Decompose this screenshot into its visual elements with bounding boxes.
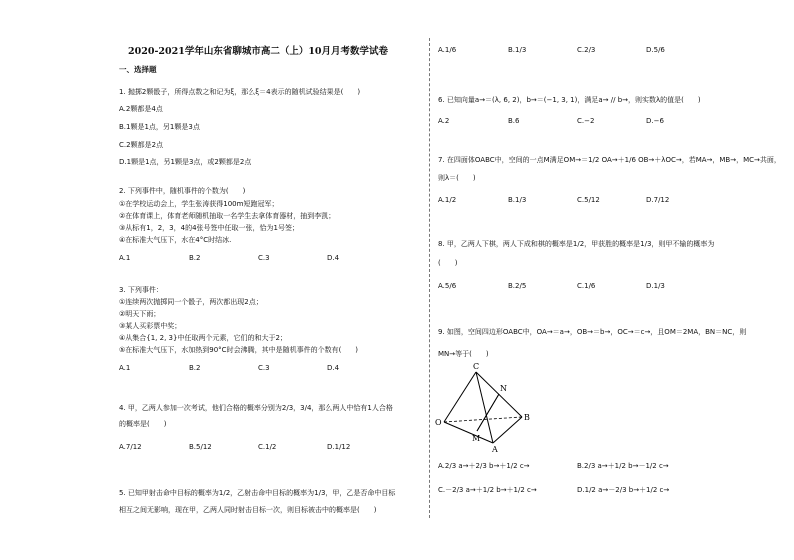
q3-line-4: ④从集合{1, 2, 3}中任取两个元素，它们的和大于2；: [119, 334, 287, 342]
q6-option-d: D.−6: [646, 117, 664, 125]
q7-option-d: D.7/12: [646, 196, 670, 204]
q4-stem-2: 的概率是( ): [119, 420, 167, 428]
q1-stem: 1. 抛掷2颗骰子，所得点数之和记为ξ，那么ξ＝4表示的随机试验结果是( ): [119, 88, 361, 96]
q7-option-b: B.1/3: [508, 196, 527, 204]
q2-line-2: ②在体育课上，体育老师随机抽取一名学生去拿体育器材，抽到李凯；: [119, 212, 336, 220]
label-o: O: [435, 418, 442, 427]
q3-option-c: C.3: [258, 364, 270, 372]
section-heading: 一、选择题: [119, 65, 157, 74]
q9-option-a: A.2/3 a→＋2/3 b→＋1/2 c→: [438, 462, 530, 470]
q8-option-d: D.1/3: [646, 282, 665, 290]
label-m: M: [472, 434, 481, 443]
q7-stem-2: 则λ＝( ): [438, 174, 476, 182]
q6-option-b: B.6: [508, 117, 520, 125]
q6-option-c: C.−2: [577, 117, 595, 125]
q8-option-c: C.1/6: [577, 282, 596, 290]
q9-option-d: D.1/2 a→－2/3 b→＋1/2 c→: [577, 486, 670, 494]
q3-line-5: ⑤在标准大气压下，水加热到90°C时会沸腾，其中是随机事件的个数有( ): [119, 346, 359, 354]
q7-option-a: A.1/2: [438, 196, 457, 204]
label-a: A: [492, 445, 498, 452]
label-c: C: [473, 362, 480, 371]
q2-line-1: ①在学校运动会上，学生张涛获得100m短跑冠军；: [119, 200, 279, 208]
q8-stem: 8. 甲，乙两人下棋，两人下成和棋的概率是1/2，甲获胜的概率是1/3，则甲不输的概率为: [438, 240, 715, 248]
q8-option-a: A.5/6: [438, 282, 457, 290]
q2-stem: 2. 下列事件中，随机事件的个数为( ): [119, 187, 246, 195]
tetrahedron-figure: [432, 360, 532, 452]
q9-option-b: B.2/3 a→＋1/2 b→－1/2 c→: [577, 462, 669, 470]
q6-stem: 6. 已知向量a→＝(λ, 6, 2)，b→＝(−1, 3, 1)，满足a→ // b→，则实数λ的值是( ): [438, 96, 701, 104]
q1-option-a: A.2颗都是4点: [119, 105, 163, 113]
q3-stem: 3. 下列事件：: [119, 286, 163, 294]
q9-option-c: C.－2/3 a→＋1/2 b→＋1/2 c→: [438, 486, 537, 494]
q6-option-a: A.2: [438, 117, 450, 125]
q9-stem: 9. 如图，空间四边形OABC中，OA→＝a→，OB→＝b→，OC→＝c→，且OM＝2MA，BN＝NC，则: [438, 328, 747, 336]
q8-option-b: B.2/5: [508, 282, 527, 290]
q1-option-c: C.2颗都是2点: [119, 141, 164, 149]
q1-option-b: B.1颗是1点，另1颗是3点: [119, 123, 200, 131]
q5-option-a: A.1/6: [438, 46, 457, 54]
label-b: B: [524, 413, 530, 422]
q3-line-1: ①连续两次抛掷同一个骰子，两次都出现2点；: [119, 298, 263, 306]
q2-option-b: B.2: [189, 254, 201, 262]
q5-stem: 5. 已知甲射击命中目标的概率为1/2，乙射击命中目标的概率为1/3，甲，乙是否命中目标: [119, 489, 396, 497]
q2-option-c: C.3: [258, 254, 270, 262]
q3-option-b: B.2: [189, 364, 201, 372]
q1-option-d: D.1颗是1点，另1颗是3点，或2颗都是2点: [119, 158, 252, 166]
q2-option-d: D.4: [327, 254, 340, 262]
q3-line-2: ②明天下雨；: [119, 310, 161, 318]
q4-stem: 4. 甲，乙两人参加一次考试，他们合格的概率分别为2/3，3/4，那么两人中恰有1人合格: [119, 404, 393, 412]
q8-stem-2: ( ): [438, 259, 458, 267]
q4-option-d: D.1/12: [327, 443, 351, 451]
q3-option-a: A.1: [119, 364, 131, 372]
q4-option-a: A.7/12: [119, 443, 142, 451]
q4-option-c: C.1/2: [258, 443, 277, 451]
q5-option-d: D.5/6: [646, 46, 665, 54]
column-divider: [429, 38, 430, 518]
q7-stem: 7. 在四面体OABC中，空间的一点M满足OM→＝1/2 OA→＋1/6 OB→＋λOC→，若MA→，MB→，MC→共面，: [438, 156, 781, 164]
q9-stem-2: MN→等于( ): [438, 350, 489, 358]
q5-option-c: C.2/3: [577, 46, 596, 54]
q3-option-d: D.4: [327, 364, 340, 372]
q4-option-b: B.5/12: [189, 443, 212, 451]
q7-option-c: C.5/12: [577, 196, 600, 204]
label-n: N: [500, 384, 507, 393]
page-title: 2020-2021学年山东省聊城市高二（上）10月月考数学试卷: [128, 46, 389, 57]
q2-option-a: A.1: [119, 254, 131, 262]
q2-line-4: ④在标准大气压下，水在4°C时结冰.: [119, 236, 232, 244]
q5-stem-2: 相互之间无影响，现在甲，乙两人同时射击目标一次，则目标被击中的概率是( ): [119, 506, 377, 514]
q3-line-3: ③某人买彩票中奖；: [119, 322, 182, 330]
q5-option-b: B.1/3: [508, 46, 527, 54]
q2-line-3: ③从标有1，2，3，4的4张号签中任取一张，恰为1号签；: [119, 224, 299, 232]
